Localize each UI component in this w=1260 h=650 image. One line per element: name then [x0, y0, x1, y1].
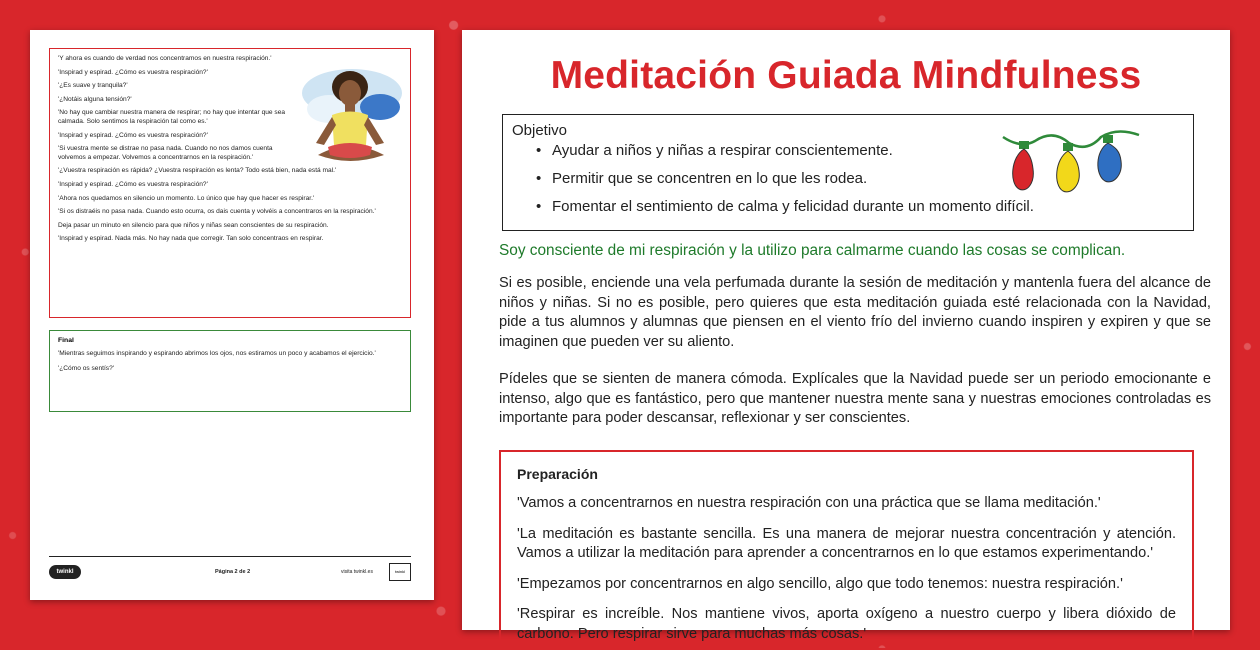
meditation-script-box [49, 48, 411, 318]
preparation-box [499, 450, 1194, 650]
page-footer [49, 556, 411, 585]
objective-box [502, 114, 1194, 231]
preparation-line: 'Respirar es increíble. Nos mantiene vivos, aporta oxígeno a nuestro cuerpo y libera dióxido de carbono. Pero respirar sirve para muchas más cosas.' [517, 606, 1176, 642]
script-line: '¿Notáis alguna tensión?' [58, 95, 132, 103]
page-number: Página 2 de 2 [215, 569, 251, 575]
twinkl-logo: twinkl [49, 565, 81, 579]
final-box [49, 330, 411, 412]
learning-statement: Soy consciente de mi respiración y la utilizo para calmarme cuando las cosas se complican. [499, 242, 1126, 259]
script-line: 'Inspirad y espirad. ¿Cómo es vuestra respiración?' [58, 180, 208, 188]
script-line: 'Ahora nos quedamos en silencio un momento. Lo único que hay que hacer es respirar.' [58, 194, 315, 202]
script-line: 'Inspirad y espirad. ¿Cómo es vuestra respiración?' [58, 68, 208, 76]
page-title: Meditación Guiada Mindfulness [550, 54, 1142, 97]
site-link: visita twinkl.es [341, 569, 373, 575]
script-line: 'Si vuestra mente se distrae no pasa nada. Cuando no nos damos cuenta volvemos a empezar. Volvemos a concentrarnos en la respiración.' [58, 145, 273, 161]
preparation-line: 'Vamos a concentrarnos en nuestra respiración con una práctica que se llama meditación.' [517, 495, 1101, 511]
objective-item: • Permitir que se concentren en lo que les rodea. [552, 170, 1193, 187]
objective-label: Objetivo [512, 122, 568, 139]
objective-item: • Fomentar el sentimiento de calma y felicidad durante un momento difícil. [552, 198, 1193, 215]
objective-item: • Ayudar a niños y niñas a respirar conscientemente. [552, 142, 1193, 159]
right-page [462, 30, 1230, 642]
final-line: 'Mientras seguimos inspirando y espirando abrimos los ojos, nos estiramos un poco y acabamos el ejercicio.' [58, 350, 376, 357]
script-line: 'Inspirad y espirad. Nada más. No hay nada que corregir. Tan solo concentraos en respirar. [58, 235, 324, 243]
script-line: 'Inspirad y espirad. ¿Cómo es vuestra respiración?' [58, 131, 208, 139]
twinkl-badge: twinkl [389, 563, 411, 581]
script-line: Deja pasar un minuto en silencio para que niños y niñas sean conscientes de su respiración. [58, 221, 329, 229]
script-line: '¿Es suave y tranquila?' [58, 82, 128, 90]
preparation-line: 'La meditación es bastante sencilla. Es una manera de mejorar nuestra concentración y atención. Vamos a utilizar la meditación para aprender a concentrarnos en lo que estamos experimentando.' [517, 525, 1176, 561]
final-title: Final [58, 337, 74, 344]
script-line: '¿Vuestra respiración es rápida? ¿Vuestra respiración es lenta? Todo está bien, nada está mal.' [58, 167, 337, 175]
meditating-girl-illustration [294, 63, 404, 173]
christmas-lights-illustration [1001, 123, 1141, 197]
left-page-thumbnail [30, 30, 434, 600]
preparation-title: Preparación [517, 466, 598, 482]
script-line: 'No hay que cambiar nuestra manera de respirar; no hay que intentar que sea calmada. Solo sentimos la respiración tal como es.' [58, 109, 286, 125]
intro-paragraph: Si es posible, enciende una vela perfumada durante la sesión de meditación y mantenla fuera del alcance de niños y niñas. Si no es posible, pero quieres que esta meditación guiada esté relacionada con la Navidad, pide a tus alumnos y alumnas que piensen en el viento frío del invierno cuando inspiren y expiren y que se imaginen que pueden ver su aliento. [499, 275, 1211, 350]
final-line: '¿Cómo os sentís?' [58, 364, 115, 372]
preparation-line: 'Empezamos por concentrarnos en algo sencillo, algo que todo tenemos: nuestra respiración.' [517, 575, 1123, 592]
intro-paragraph: Pídeles que se sienten de manera cómoda. Explícales que la Navidad puede ser un periodo emocionante e intenso, algo que es fantástico, pero que mantener nuestra mente sana y nuestras emociones controladas es importante para poder descansar, reflexionar y ser conscientes. [499, 371, 1211, 426]
script-line: 'Y ahora es cuando de verdad nos concentramos en nuestra respiración.' [58, 55, 272, 62]
script-line: 'Si os distraéis no pasa nada. Cuando esto ocurra, os dais cuenta y volvéis a concentraros en la respiración.' [58, 208, 376, 216]
